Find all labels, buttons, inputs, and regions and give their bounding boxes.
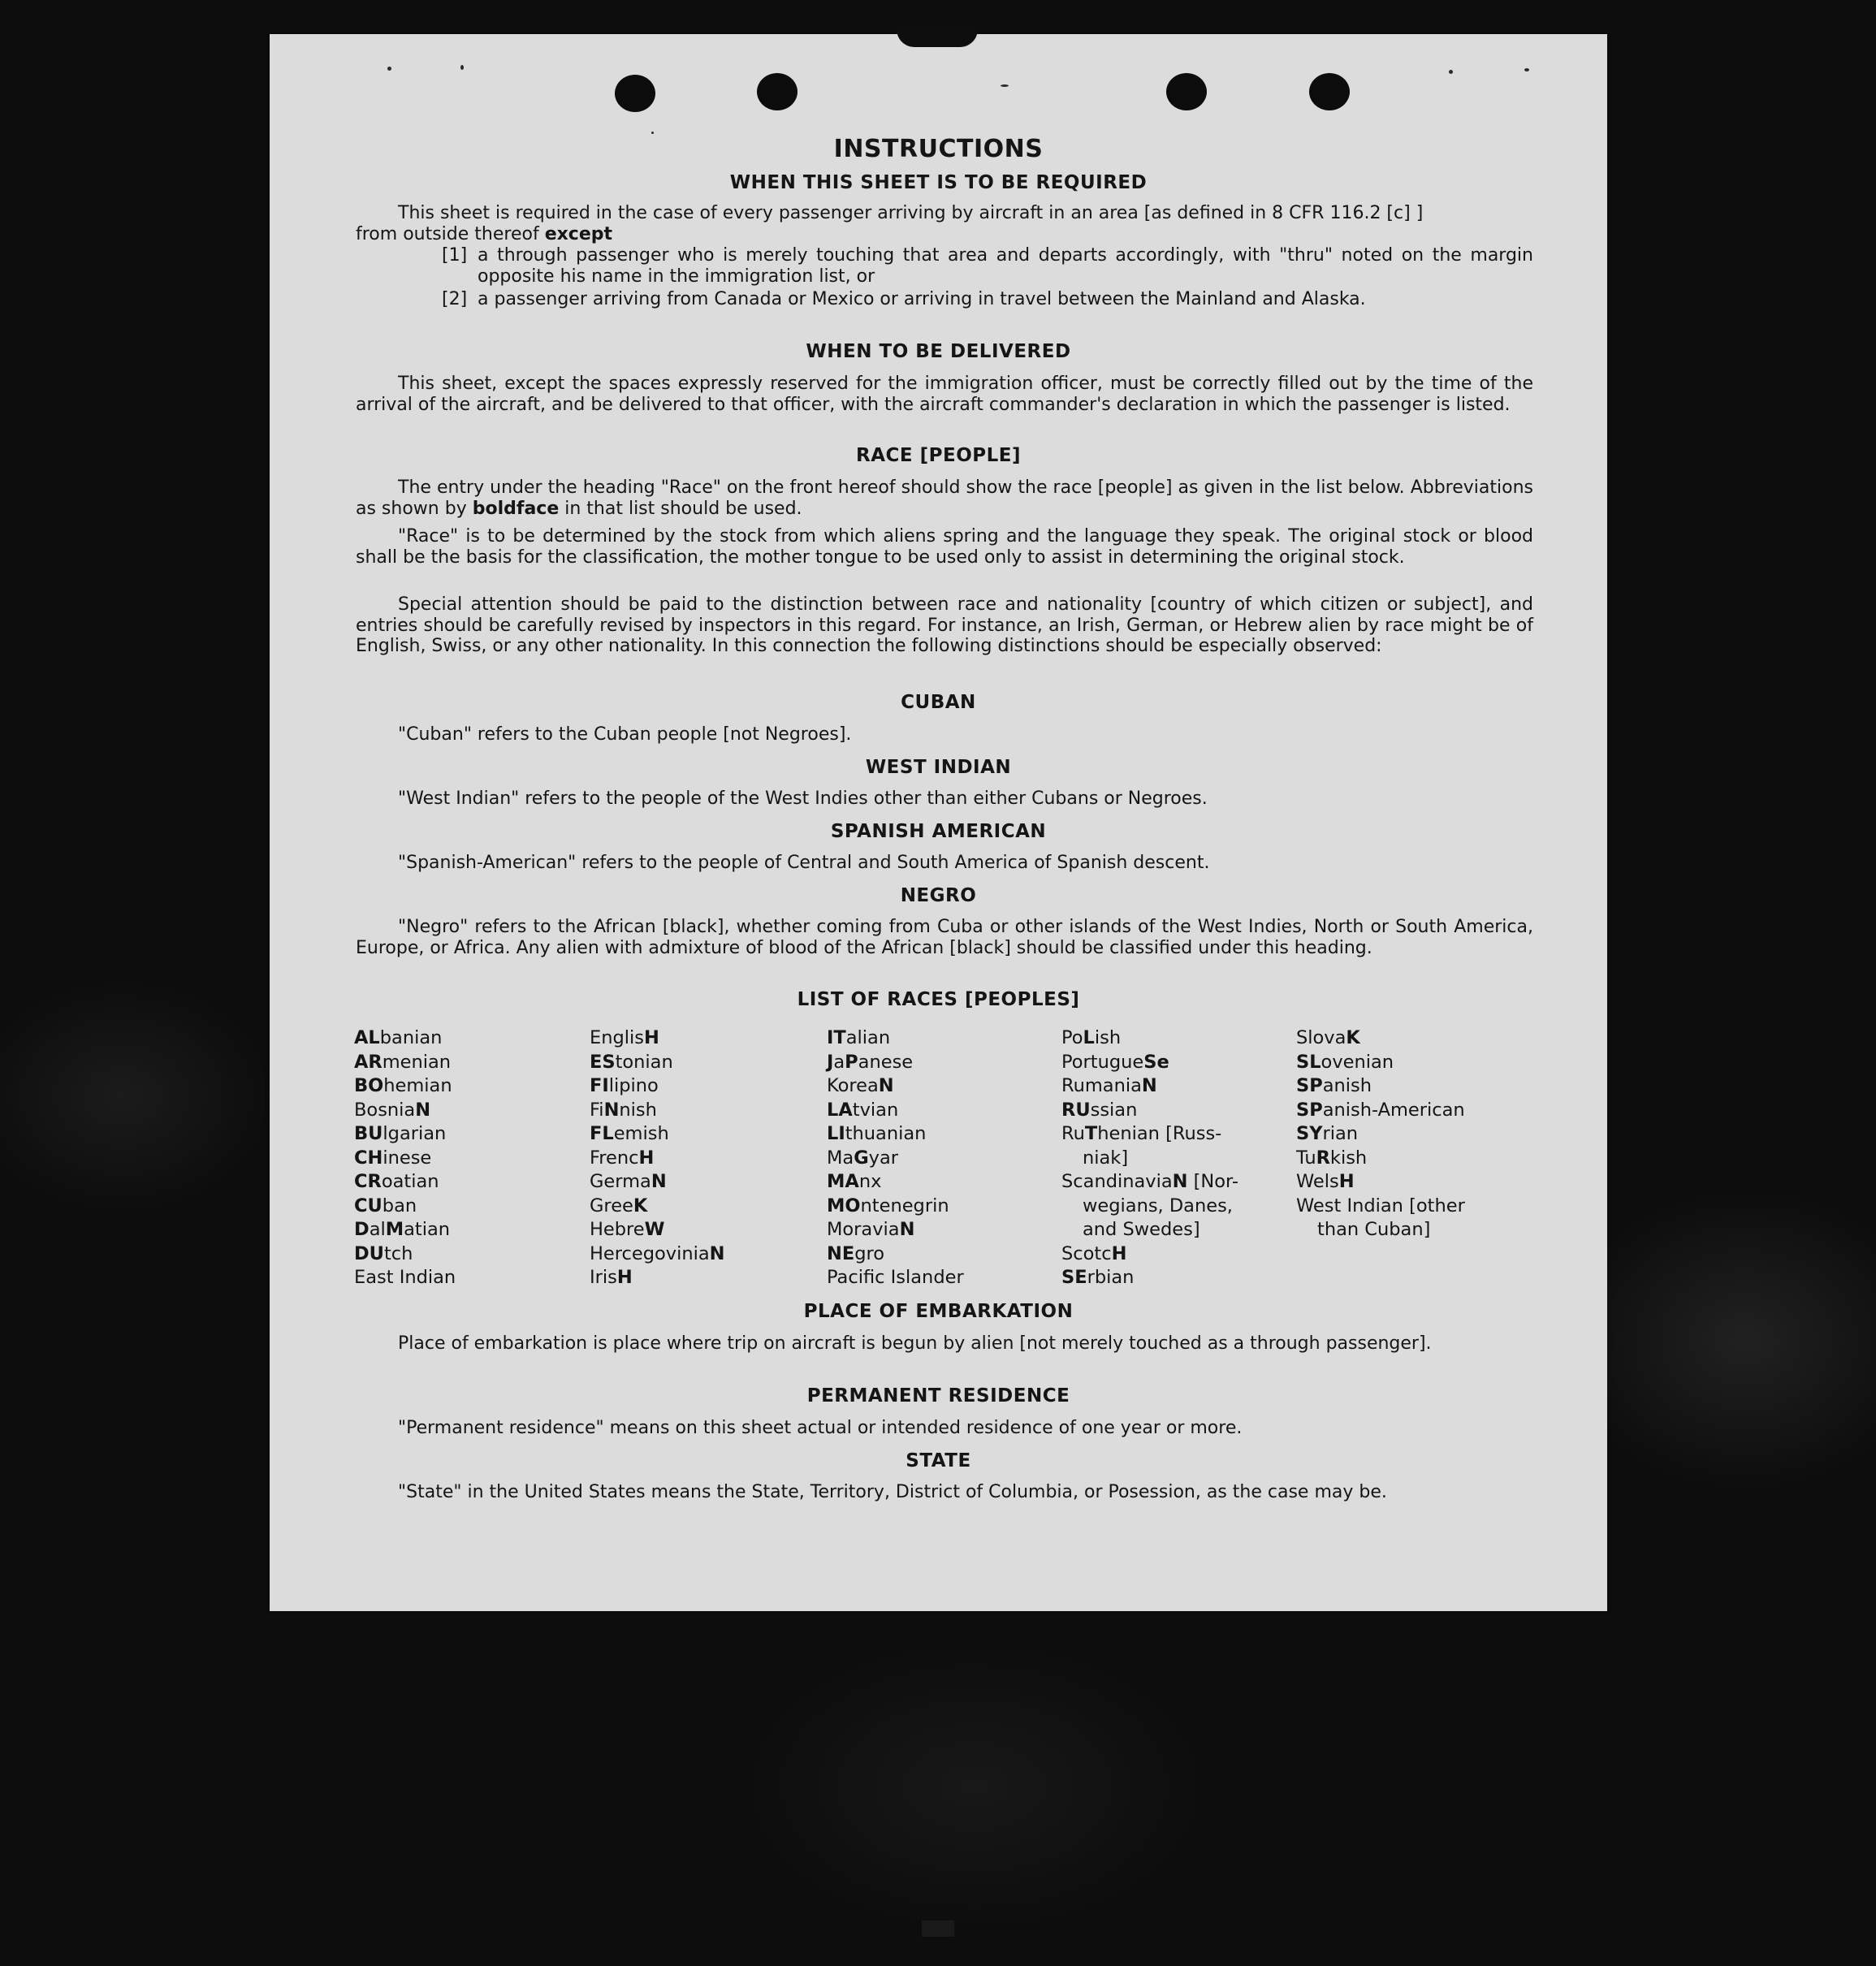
race-entry bbox=[827, 1074, 964, 1099]
race-abbreviation: ES bbox=[590, 1051, 616, 1073]
race-text: Englis bbox=[590, 1027, 644, 1048]
race-text: kish bbox=[1329, 1147, 1368, 1169]
race-text: niak] bbox=[1083, 1147, 1129, 1169]
race-entry bbox=[354, 1051, 456, 1075]
race-entry bbox=[354, 1099, 456, 1123]
race-entry bbox=[827, 1195, 964, 1219]
race-entry bbox=[590, 1170, 725, 1195]
race-abbreviation: N bbox=[651, 1171, 667, 1192]
race-abbreviation: N bbox=[878, 1075, 894, 1096]
race-abbreviation: N bbox=[415, 1099, 431, 1121]
race-abbreviation: BU bbox=[354, 1123, 383, 1144]
races-column-5 bbox=[1296, 1026, 1465, 1242]
race-text: Scotc bbox=[1061, 1242, 1112, 1264]
race-text: lgarian bbox=[383, 1123, 447, 1144]
race-entry bbox=[354, 1218, 456, 1242]
race-entry bbox=[354, 1170, 456, 1195]
race-abbreviation: H bbox=[1111, 1242, 1127, 1264]
heading-place-of-embarkation: PLACE OF EMBARKATION bbox=[803, 1301, 1074, 1322]
race-abbreviation: RU bbox=[1061, 1099, 1091, 1121]
race-text: Tu bbox=[1296, 1147, 1316, 1169]
heading-permanent-residence: PERMANENT RESIDENCE bbox=[806, 1385, 1070, 1406]
race-entry bbox=[1296, 1170, 1465, 1195]
race-abbreviation: N bbox=[709, 1242, 725, 1264]
race-abbreviation: DU bbox=[354, 1242, 384, 1264]
race-entry bbox=[1296, 1147, 1465, 1171]
race-entry bbox=[1296, 1051, 1465, 1075]
race-text: Hercegovinia bbox=[590, 1242, 710, 1264]
race-text: Pacific Islander bbox=[827, 1267, 964, 1288]
race-abbreviation: R bbox=[1316, 1147, 1330, 1169]
race-entry bbox=[354, 1195, 456, 1219]
race-text: ban bbox=[382, 1195, 417, 1216]
race-abbreviation: N bbox=[1141, 1075, 1157, 1096]
races-column-2 bbox=[590, 1026, 725, 1290]
race-text: gro bbox=[854, 1242, 885, 1264]
race-entry bbox=[827, 1026, 964, 1051]
race-entry bbox=[354, 1147, 456, 1171]
race-text: anish bbox=[1322, 1075, 1372, 1096]
punch-hole bbox=[1166, 73, 1207, 110]
race-text: inese bbox=[383, 1147, 432, 1169]
race-entry bbox=[1061, 1099, 1238, 1123]
race-text: Ru bbox=[1061, 1123, 1085, 1144]
race-abbreviation: NE bbox=[827, 1242, 855, 1264]
scan-speck bbox=[651, 132, 654, 134]
race-entry bbox=[1296, 1122, 1465, 1147]
race-entry bbox=[1061, 1051, 1238, 1075]
race-text: and Swedes] bbox=[1083, 1219, 1200, 1240]
race-text: Fi bbox=[590, 1099, 604, 1121]
race-abbreviation: H bbox=[1338, 1171, 1355, 1192]
scan-artifact bbox=[922, 1921, 954, 1937]
race-text: Po bbox=[1061, 1027, 1083, 1048]
exception-item-1: a through passenger who is merely touching that area and departs accordingly, with "thru" noted on the margin opposite his name in the immigration list, or bbox=[478, 245, 1533, 287]
exception-number-2: [2] bbox=[442, 289, 468, 309]
race-text: Bosnia bbox=[354, 1099, 416, 1121]
race-abbreviation: MO bbox=[827, 1195, 861, 1216]
race-entry bbox=[590, 1147, 725, 1171]
race-text: Wels bbox=[1296, 1171, 1339, 1192]
heading-when-required: WHEN THIS SHEET IS TO BE REQUIRED bbox=[729, 172, 1148, 193]
race-text: tvian bbox=[852, 1099, 899, 1121]
exception-number-1: [1] bbox=[442, 245, 468, 266]
when-delivered-para: This sheet, except the spaces expressly reserved for the immigration officer, must be correctly filled out by the time of the arrival of the aircraft, and be delivered to that officer, with the aircraft commander's declaration in which the passenger is listed. bbox=[356, 374, 1533, 415]
race-text: hemian bbox=[383, 1075, 452, 1096]
race-text: nish bbox=[619, 1099, 657, 1121]
race-entry bbox=[590, 1051, 725, 1075]
race-abbreviation: SY bbox=[1296, 1123, 1323, 1144]
race-text: Portugue bbox=[1061, 1051, 1144, 1073]
race-text: Frenc bbox=[590, 1147, 639, 1169]
race-entry bbox=[1061, 1122, 1238, 1147]
race-entry bbox=[1296, 1026, 1465, 1051]
race-text: West Indian [other bbox=[1296, 1195, 1465, 1216]
race-text: anese bbox=[858, 1051, 914, 1073]
punch-hole bbox=[1309, 73, 1350, 110]
races-column-1 bbox=[354, 1026, 456, 1290]
race-entry bbox=[1061, 1218, 1238, 1242]
race-entry bbox=[1296, 1218, 1465, 1242]
race-abbreviation: H bbox=[616, 1267, 633, 1288]
race-text: al bbox=[369, 1219, 386, 1240]
cuban-para: "Cuban" refers to the Cuban people [not Negroes]. bbox=[398, 724, 852, 745]
race-text: Slova bbox=[1296, 1027, 1346, 1048]
race-text: ish bbox=[1094, 1027, 1122, 1048]
race-abbreviation: Se bbox=[1143, 1051, 1169, 1073]
state-para: "State" in the United States means the State, Territory, District of Columbia, or Posession, as the case may be. bbox=[398, 1482, 1387, 1502]
race-entry bbox=[590, 1218, 725, 1242]
heading-negro: NEGRO bbox=[900, 885, 977, 906]
race-text: wegians, Danes, bbox=[1083, 1195, 1233, 1216]
race-abbreviation: W bbox=[644, 1219, 665, 1240]
race-text: ntenegrin bbox=[860, 1195, 949, 1216]
race-entry bbox=[827, 1242, 964, 1267]
race-entry bbox=[590, 1122, 725, 1147]
race-text: tch bbox=[383, 1242, 413, 1264]
race-text: henian [Russ- bbox=[1097, 1123, 1222, 1144]
race-entry bbox=[1061, 1242, 1238, 1267]
race-text: thuanian bbox=[845, 1123, 927, 1144]
punch-hole bbox=[757, 73, 798, 110]
heading-west-indian: WEST INDIAN bbox=[865, 757, 1012, 778]
race-entry bbox=[827, 1122, 964, 1147]
race-text: oatian bbox=[381, 1171, 439, 1192]
race-text: Ma bbox=[827, 1147, 854, 1169]
race-abbreviation: N bbox=[1172, 1171, 1188, 1192]
race-entry bbox=[827, 1218, 964, 1242]
race-text: Korea bbox=[827, 1075, 879, 1096]
place-of-embarkation-para: Place of embarkation is place where trip on aircraft is begun by alien [not merely touched as a through passenger]. bbox=[398, 1333, 1432, 1354]
race-abbreviation: K bbox=[633, 1195, 648, 1216]
race-entry bbox=[827, 1170, 964, 1195]
race-abbreviation: FL bbox=[590, 1123, 614, 1144]
heading-when-delivered: WHEN TO BE DELIVERED bbox=[806, 341, 1071, 362]
race-abbreviation: MA bbox=[827, 1171, 859, 1192]
punch-hole bbox=[615, 75, 655, 112]
race-text: rian bbox=[1322, 1123, 1359, 1144]
race-abbreviation: G bbox=[854, 1147, 869, 1169]
race-entry bbox=[1061, 1266, 1238, 1290]
race-entry bbox=[827, 1099, 964, 1123]
heading-race: RACE [PEOPLE] bbox=[856, 445, 1021, 466]
when-required-para-2: from outside thereof except bbox=[356, 224, 613, 244]
race-abbreviation: CU bbox=[354, 1195, 383, 1216]
race-abbreviation: K bbox=[1346, 1027, 1360, 1048]
document-title: INSTRUCTIONS bbox=[833, 135, 1044, 163]
race-abbreviation: M bbox=[385, 1219, 404, 1240]
race-text: emish bbox=[613, 1123, 669, 1144]
race-text: anish-American bbox=[1322, 1099, 1465, 1121]
instruction-sheet bbox=[270, 34, 1607, 1611]
race-entry bbox=[354, 1122, 456, 1147]
race-entry bbox=[590, 1074, 725, 1099]
race-text: Gree bbox=[590, 1195, 633, 1216]
race-abbreviation: N bbox=[899, 1219, 915, 1240]
heading-list-of-races: LIST OF RACES [PEOPLES] bbox=[797, 989, 1080, 1010]
race-text: Rumania bbox=[1061, 1075, 1142, 1096]
race-abbreviation: N bbox=[603, 1099, 620, 1121]
race-entry bbox=[1061, 1074, 1238, 1099]
race-abbreviation: AL bbox=[354, 1027, 380, 1048]
race-entry bbox=[354, 1026, 456, 1051]
race-text: tonian bbox=[615, 1051, 673, 1073]
race-abbreviation: FI bbox=[590, 1075, 609, 1096]
race-entry bbox=[590, 1195, 725, 1219]
heading-cuban: CUBAN bbox=[901, 692, 976, 713]
race-abbreviation: H bbox=[638, 1147, 655, 1169]
race-abbreviation: SL bbox=[1296, 1051, 1321, 1073]
race-entry bbox=[827, 1051, 964, 1075]
races-column-4 bbox=[1061, 1026, 1238, 1290]
race-abbreviation: T bbox=[1084, 1123, 1098, 1144]
race-text: Scandinavia bbox=[1061, 1171, 1173, 1192]
race-abbreviation: CR bbox=[354, 1171, 382, 1192]
race-text: ovenian bbox=[1321, 1051, 1394, 1073]
race-entry bbox=[1296, 1074, 1465, 1099]
race-entry bbox=[1061, 1195, 1238, 1219]
race-entry bbox=[590, 1266, 725, 1290]
race-entry bbox=[827, 1147, 964, 1171]
race-text: than Cuban] bbox=[1317, 1219, 1431, 1240]
race-entry bbox=[354, 1266, 456, 1290]
race-text: ssian bbox=[1090, 1099, 1138, 1121]
race-abbreviation: BO bbox=[354, 1075, 384, 1096]
race-abbreviation: SE bbox=[1061, 1267, 1087, 1288]
race-entry bbox=[354, 1242, 456, 1267]
race-entry bbox=[1061, 1170, 1238, 1195]
heading-state: STATE bbox=[906, 1450, 971, 1471]
race-abbreviation: CH bbox=[354, 1147, 383, 1169]
race-abbreviation: LA bbox=[827, 1099, 853, 1121]
heading-spanish-american: SPANISH AMERICAN bbox=[830, 821, 1047, 842]
race-text: atian bbox=[404, 1219, 451, 1240]
race-entry bbox=[1061, 1147, 1238, 1171]
race-text: East Indian bbox=[354, 1267, 456, 1288]
race-text: menian bbox=[382, 1051, 452, 1073]
race-entry bbox=[590, 1242, 725, 1267]
race-abbreviation: D bbox=[354, 1219, 370, 1240]
race-abbreviation: SP bbox=[1296, 1075, 1323, 1096]
race-abbreviation: J bbox=[827, 1051, 834, 1073]
race-abbreviation: H bbox=[643, 1027, 659, 1048]
race-abbreviation: P bbox=[845, 1051, 858, 1073]
scan-speck bbox=[1524, 68, 1529, 71]
race-text: alian bbox=[845, 1027, 891, 1048]
binder-tab bbox=[897, 29, 978, 47]
spanish-american-para: "Spanish-American" refers to the people of Central and South America of Spanish descent. bbox=[398, 853, 1210, 873]
when-required-para-1: This sheet is required in the case of every passenger arriving by aircraft in an area [as defined in 8 CFR 116.2 [c] ] bbox=[398, 203, 1424, 223]
race-text: a bbox=[833, 1051, 845, 1073]
race-text: Iris bbox=[590, 1267, 617, 1288]
permanent-residence-para: "Permanent residence" means on this sheet actual or intended residence of one year or more. bbox=[398, 1418, 1243, 1438]
scan-speck bbox=[460, 65, 464, 70]
race-para-3: Special attention should be paid to the distinction between race and nationality [country of which citizen or subject], and entries should be carefully revised by inspectors in this regard. For instance, an Irish, German, or Hebrew alien by race might be of English, Swiss, or any other nationality. In this connection the following distinctions should be especially observed: bbox=[356, 594, 1533, 656]
races-column-3 bbox=[827, 1026, 964, 1290]
race-text: nx bbox=[858, 1171, 882, 1192]
race-abbreviation: LI bbox=[827, 1123, 845, 1144]
race-text: Moravia bbox=[827, 1219, 900, 1240]
exception-item-2: a passenger arriving from Canada or Mexico or arriving in travel between the Mainland and Alaska. bbox=[478, 289, 1366, 309]
race-text: Hebre bbox=[590, 1219, 645, 1240]
scan-speck bbox=[387, 67, 391, 71]
race-entry bbox=[590, 1026, 725, 1051]
race-abbreviation: AR bbox=[354, 1051, 383, 1073]
race-abbreviation: IT bbox=[827, 1027, 846, 1048]
race-para-2: "Race" is to be determined by the stock from which aliens spring and the language they speak. The original stock or blood shall be the basis for the classification, the mother tongue to be used only to assist in determining the original stock. bbox=[356, 526, 1533, 568]
race-abbreviation: SP bbox=[1296, 1099, 1323, 1121]
race-text: banian bbox=[379, 1027, 443, 1048]
race-text: Germa bbox=[590, 1171, 651, 1192]
race-entry bbox=[1061, 1026, 1238, 1051]
scan-speck bbox=[1449, 70, 1453, 74]
race-text: rbian bbox=[1087, 1267, 1135, 1288]
race-entry bbox=[1296, 1099, 1465, 1123]
scan-speck bbox=[1001, 84, 1009, 87]
race-abbreviation: L bbox=[1083, 1027, 1095, 1048]
race-entry bbox=[1296, 1195, 1465, 1219]
negro-para: "Negro" refers to the African [black], whether coming from Cuba or other islands of the West Indies, North or South America, Europe, or Africa. Any alien with admixture of blood of the African [black] should be classified under this heading. bbox=[356, 917, 1533, 958]
race-entry bbox=[590, 1099, 725, 1123]
race-entry bbox=[827, 1266, 964, 1290]
race-text: yar bbox=[868, 1147, 899, 1169]
west-indian-para: "West Indian" refers to the people of the West Indies other than either Cubans or Negroes. bbox=[398, 789, 1208, 809]
race-entry bbox=[354, 1074, 456, 1099]
race-para-1: The entry under the heading "Race" on the front hereof should show the race [people] as given in the list below. Abbreviations as shown by boldface in that list should be used. bbox=[356, 477, 1533, 519]
race-text: lipino bbox=[608, 1075, 659, 1096]
race-text: [Nor- bbox=[1187, 1171, 1238, 1192]
